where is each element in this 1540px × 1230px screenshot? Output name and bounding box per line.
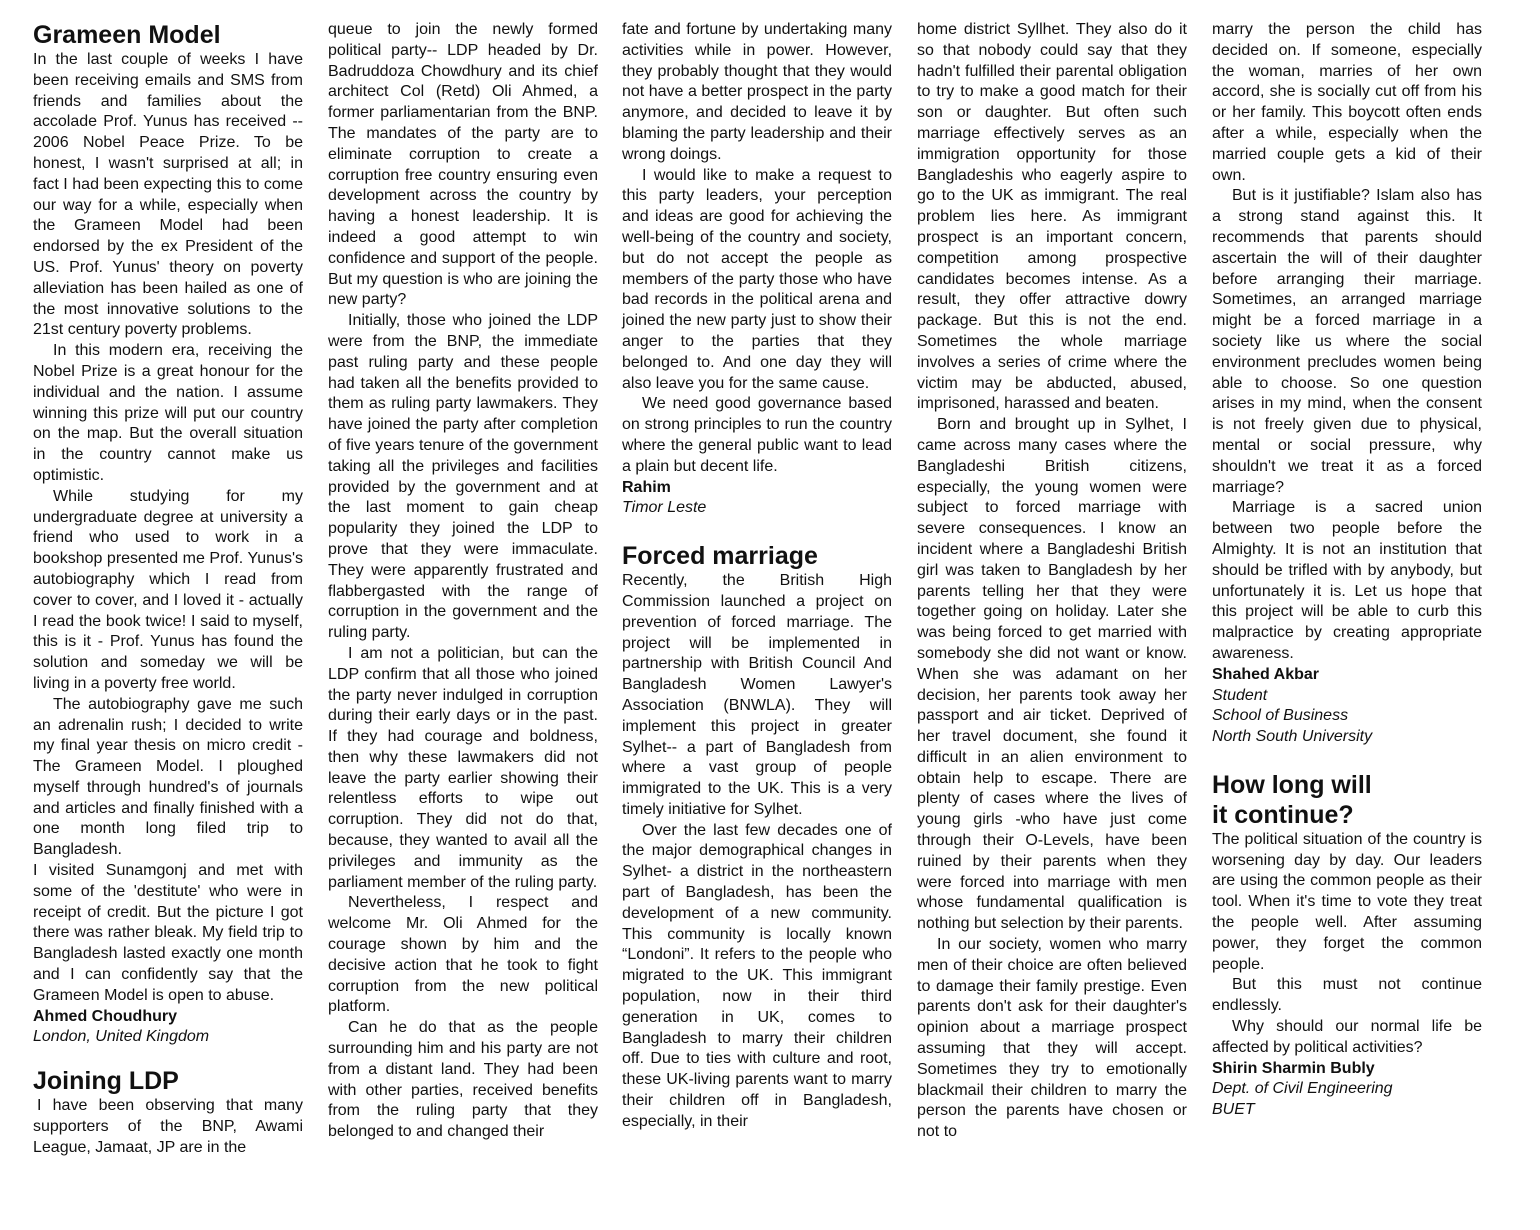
title-line: How long will [1212, 770, 1372, 799]
paragraph: But is it justifiable? Islam also has a strong stand against this. It recommends that parents should ascertain the will of their daughter before arranging their marriage. Sometimes, an arranged marriage might be a forced marriage in a society like us where the social environment precludes women being able to choose. So one question arises in my mind, when the consent is not freely given due to physical, mental or social pressure, why shouldn't we treat it as a forced marriage? [1212, 187, 1482, 496]
paragraph: In the last couple of weeks I have been receiving emails and SMS from friends and families about the accolade Prof. Yunus has received -- 2006 Nobel Peace Prize. To be honest, I wasn't surprised at all; in fact I had been expecting this to come our way for a while, especially when the Grameen Model had been endorsed by the ex President of the US. Prof. Yunus' theory on poverty alleviation has been hailed as one of the most innovative solutions to the 21st century poverty problems. [33, 51, 303, 339]
paragraph: queue to join the newly formed political party-- LDP headed by Dr. Badruddoza Chowdhury and its chief architect Col (Retd) Oli Ahmed, a former parliamentarian from the BNP. The mandates of the party are to eliminate corruption to create a corruption free country ensuring even development across the country by having a honest leadership. It is indeed a good attempt to win confidence and support of the people. But my question is who are joining the new party? [328, 21, 598, 309]
letter-title-forced-marriage: Forced marriage [622, 542, 818, 571]
paragraph: The political situation of the country is worsening day by day. Our leaders are using the common people as their tool. When it's time to vote they treat the people well. After assuming power, they forget the common people. [1212, 830, 1482, 973]
paragraph: home district Syllhet. They also do it so that nobody could say that they hadn't fulfilled their parental obligation to try to make a good match for their son or daughter. But often such marriage effectively serves as an immigration opportunity for those Bangladeshis who eagerly aspire to go to the UK as immigrant. The real problem lies here. As immigrant prospect is an important concern, competition among prospective candidates becomes intense. As a result, they offer attractive dowry package. But this is not the end. Sometimes the whole marriage involves a series of crime where the victim may be abducted, abused, imprisoned, harassed and beaten. [917, 21, 1187, 413]
paragraph: Nevertheless, I respect and welcome Mr. Oli Ahmed for the courage shown by him and the decisive action that he took to fight corruption from the new political platform. [328, 894, 598, 1016]
author-name: Ahmed Choudhury [33, 1007, 177, 1025]
letter-title-joining-ldp: Joining LDP [33, 1067, 179, 1096]
column-1 [33, 20, 303, 1159]
author-role: Student [1212, 686, 1268, 704]
paragraph: Initially, those who joined the LDP were from the BNP, the immediate past ruling party and these people had taken all the benefits provided to them as ruling party lawmakers. They have joined the party after completion of five years tenure of the government taking all the privileges and facilities provided by the government and at the last moment to gain cheap popularity they joined the LDP to prove that they were immaculate. They were apparently frustrated and flabbergasted with the range of corruption in the government and the ruling party. [328, 312, 598, 642]
column-3 [622, 20, 892, 1133]
paragraph: We need good governance based on strong principles to run the country where the general public want to lead a plain but decent life. [622, 395, 892, 475]
paragraph: I have been observing that many supporters of the BNP, Awami League, Jamaat, JP are in the [33, 1097, 303, 1156]
letter-title-grameen-model: Grameen Model [33, 21, 221, 49]
paragraph: I am not a politician, but can the LDP confirm that all those who joined the party never indulged in corruption during their early days or in the past. If they had courage and boldness, then why these lawmakers did not leave the party earlier showing their relentless efforts to wipe out corruption. They did not do that, because, they wanted to avail all the privileges and immunity as the parliament member of the ruling party. [328, 644, 598, 891]
author-location: Timor Leste [622, 499, 707, 517]
author-university: North South University [1212, 728, 1373, 746]
author-name: Shirin Sharmin Bubly [1212, 1059, 1375, 1077]
author-name: Shahed Akbar [1212, 665, 1319, 683]
paragraph: Born and brought up in Sylhet, I came across many cases where the Bangladeshi British citizens, especially, the young women were subject to forced marriage with severe consequences. I know an incident where a Bangladeshi British girl was taken to Bangladesh by her parents telling her that they were together going on holiday. Later she was being forced to get married with somebody she did not want or know. When she was adamant on her decision, her parents took away her passport and air ticket. Deprived of her travel document, she found it difficult in an alien environment to obtain help to escape. There are plenty of cases where the lives of young girls -who have just come through their O-Levels, have been ruined by their parents when they were forced into marriage with men whose fundamental qualification is nothing but selection by their parents. [917, 416, 1187, 933]
author-location: London, United Kingdom [33, 1028, 210, 1046]
column-4 [917, 20, 1187, 1143]
paragraph: Can he do that as the people surrounding him and his party are not from a distant land. They had been with other parties, received benefits from the ruling party that they belonged to and changed their [328, 1019, 598, 1141]
author-institution: BUET [1212, 1101, 1255, 1119]
paragraph: fate and fortune by undertaking many activities while in power. However, they probably thought that they would not have a better prospect in the party anymore, and decided to leave it by blaming the party leadership and their wrong doings. [622, 21, 892, 163]
paragraph: Why should our normal life be affected by political activities? [1212, 1018, 1482, 1056]
letter-title-how-long-will-it-continue [1212, 770, 1482, 830]
paragraph: Marriage is a sacred union between two people before the Almighty. It is not an institution that should be trifled with by anybody, but unfortunately it is. Let us hope that this project will be able to curb this malpractice by creating appropriate awareness. [1212, 499, 1482, 662]
author-department: Dept. of Civil Engineering [1212, 1080, 1393, 1098]
column-2 [328, 20, 598, 1143]
column-5 [1212, 20, 1482, 1121]
paragraph: I would like to make a request to this party leaders, your perception and ideas are good for achieving the well-being of the country and society, but do not accept the people as members of the party those who have bad records in the political arena and joined the new party just to show their anger to the parties that they belonged to. And one day they will also leave you for the same cause. [622, 166, 892, 392]
paragraph: I visited Sunamgonj and met with some of the 'destitute' who were in receipt of credit. But the picture I got there was rather bleak. My field trip to Bangladesh lasted exactly one month and I can confidently say that the Grameen Model is open to abuse. [33, 862, 303, 1004]
paragraph: The autobiography gave me such an adrenalin rush; I decided to write my final year thesis on micro credit - The Grameen Model. I ploughed myself through hundred's of journals and articles and finally finished with a one month long filed trip to Bangladesh. [33, 695, 303, 859]
title-line: it continue? [1212, 800, 1354, 829]
paragraph: While studying for my undergraduate degree at university a friend who used to work in a bookshop presented me Prof. Yunus's autobiography which I read from cover to cover, and I loved it - actually I read the book twice! I said to myself, this is it - Prof. Yunus has found the solution and someday we will be living in a poverty free world. [33, 487, 303, 692]
author-school: School of Business [1212, 707, 1349, 725]
paragraph: But this must not continue endlessly. [1212, 976, 1482, 1015]
paragraph: Recently, the British High Commission launched a project on prevention of forced marriage. The project will be implemented in partnership with British Council And Bangladesh Women Lawyer's Association (BNWLA). They will implement this project in greater Sylhet-- a part of Bangladesh from where a vast group of people immigrated to the UK. This is a very timely initiative for Sylhet. [622, 572, 892, 818]
paragraph: In this modern era, receiving the Nobel Prize is a great honour for the individual and the nation. I assume winning this prize will put our country on the map. But the overall situation in the country cannot make us optimistic. [33, 342, 303, 484]
paragraph: Over the last few decades one of the major demographical changes in Sylhet- a district in the northeastern part of Bangladesh, has been the development of a new community. This community is locally known “Londoni”. It refers to the people who migrated to the UK. This immigrant population, now in their third generation in UK, comes to Bangladesh to marry their children off. Due to ties with culture and root, these UK-living parents want to marry their children off in Bangladesh, especially, in their [622, 821, 892, 1130]
author-name: Rahim [622, 478, 671, 496]
paragraph: In our society, women who marry men of their choice are often believed to damage their family prestige. Even parents don't ask for their daughter's opinion about a marriage prospect assuming that they will accept. Sometimes they try to emotionally blackmail their children to marry the person the parents have chosen or not to [917, 936, 1187, 1141]
paragraph: marry the person the child has decided on. If someone, especially the woman, marries of her own accord, she is socially cut off from his or her family. This boycott often ends after a while, especially when the married couple gets a kid of their own. [1212, 21, 1482, 184]
